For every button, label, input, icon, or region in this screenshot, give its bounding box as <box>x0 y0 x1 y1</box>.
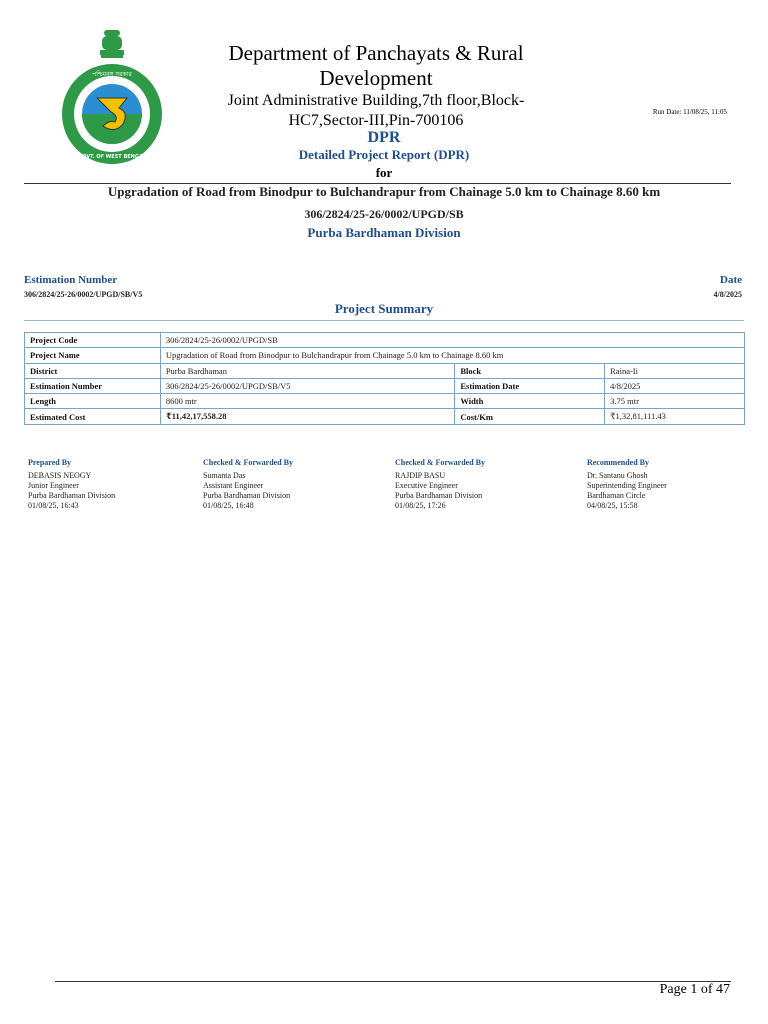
estimation-number-label: Estimation Number <box>24 274 118 286</box>
project-id: 306/2824/25-26/0002/UPGD/SB <box>304 207 464 221</box>
estimation-date-label: Estimation Date <box>455 378 605 393</box>
signatory-office: Purba Bardhaman Division <box>28 491 116 500</box>
estimated-cost-value: ₹11,42,17,558.28 <box>160 409 455 424</box>
department-title: Department of Panchayats & Rural Development <box>228 41 524 90</box>
department-address: Joint Administrative Building,7th floor,Block-HC7,Sector-III,Pin-700106 <box>227 92 525 129</box>
logo-top-text: পশ্চিমবঙ্গ সরকার <box>92 71 132 78</box>
estimation-number-label: Estimation Number <box>25 378 161 393</box>
signatory-role: Recommended By <box>587 458 649 467</box>
date-value: 4/8/2025 <box>713 290 742 299</box>
table-row <box>25 394 745 409</box>
length-label: Length <box>25 394 161 409</box>
footer-divider <box>55 981 731 982</box>
project-title: Upgradation of Road from Binodpur to Bulchandrapur from Chainage 5.0 km to Chainage 8.60 km <box>107 184 661 199</box>
estimation-date-value: 4/8/2025 <box>605 378 745 393</box>
signatory-designation: Assistant Engineer <box>203 481 264 490</box>
signatory-timestamp: 01/08/25, 16:48 <box>203 501 254 510</box>
signatory-designation: Junior Engineer <box>28 481 79 490</box>
run-date: Run Date: 11/08/25, 11:05 <box>652 108 727 116</box>
signatory-name: Dr. Santanu Ghosh <box>587 471 648 480</box>
signatory-designation: Superintending Engineer <box>587 481 667 490</box>
table-row <box>25 378 745 393</box>
signatory-name: RAJDIP BASU <box>395 471 446 480</box>
for-label: for <box>375 165 393 180</box>
signatory-office: Purba Bardhaman Division <box>395 491 483 500</box>
estimation-number-value: 306/2824/25-26/0002/UPGD/SB/V5 <box>160 378 455 393</box>
signatory-role: Prepared By <box>28 458 72 467</box>
district-value: Purba Bardhaman <box>160 363 455 378</box>
signatory-name: DEBASIS NEOGY <box>28 471 92 480</box>
signatory-timestamp: 04/08/25, 15:58 <box>587 501 638 510</box>
signatory-name: Sumanta Das <box>203 471 246 480</box>
division-name: Purba Bardhaman Division <box>307 225 461 240</box>
project-summary-table <box>24 332 745 425</box>
project-name-label: Project Name <box>25 348 161 363</box>
dpr-short-title: DPR <box>367 129 401 146</box>
table-row <box>25 363 745 378</box>
signatory-recommended-by <box>587 458 667 511</box>
page-number: Page 1 of 47 <box>659 982 730 997</box>
table-row <box>25 348 745 363</box>
signatory-checked-by-ae <box>203 458 293 511</box>
signatory-designation: Executive Engineer <box>395 481 458 490</box>
estimated-cost-label: Estimated Cost <box>25 409 161 424</box>
signatory-role: Checked & Forwarded By <box>395 458 485 467</box>
national-emblem-icon <box>100 30 124 58</box>
table-row <box>25 409 745 424</box>
signatory-role: Checked & Forwarded By <box>203 458 293 467</box>
dpr-full-title: Detailed Project Report (DPR) <box>298 147 470 162</box>
table-row <box>25 333 745 348</box>
block-value: Raina-Ii <box>605 363 745 378</box>
signatory-prepared-by <box>28 458 115 511</box>
length-value: 8600 mtr <box>160 394 455 409</box>
project-summary-title: Project Summary <box>334 301 434 316</box>
block-label: Block <box>455 363 605 378</box>
divider <box>24 320 744 321</box>
project-code-label: Project Code <box>25 333 161 348</box>
project-code-value: 306/2824/25-26/0002/UPGD/SB <box>160 333 744 348</box>
cost-per-km-value: ₹1,32,81,111.43 <box>605 409 745 424</box>
district-label: District <box>25 363 161 378</box>
signatory-office: Purba Bardhaman Division <box>203 491 291 500</box>
signatory-checked-by-ee <box>395 458 485 511</box>
estimation-number-value: 306/2824/25-26/0002/UPGD/SB/V5 <box>24 290 143 299</box>
project-name-value: Upgradation of Road from Binodpur to Bulchandrapur from Chainage 5.0 km to Chainage 8.60 km <box>160 348 744 363</box>
date-label: Date <box>720 274 742 286</box>
signatory-timestamp: 01/08/25, 17:26 <box>395 501 446 510</box>
cost-per-km-label: Cost/Km <box>455 409 605 424</box>
signatory-timestamp: 01/08/25, 16:43 <box>28 501 79 510</box>
signatory-office: Bardhaman Circle <box>587 491 646 500</box>
logo-bottom-text: GOVT. OF WEST BENGAL <box>77 154 147 160</box>
width-value: 3.75 mtr <box>605 394 745 409</box>
width-label: Width <box>455 394 605 409</box>
